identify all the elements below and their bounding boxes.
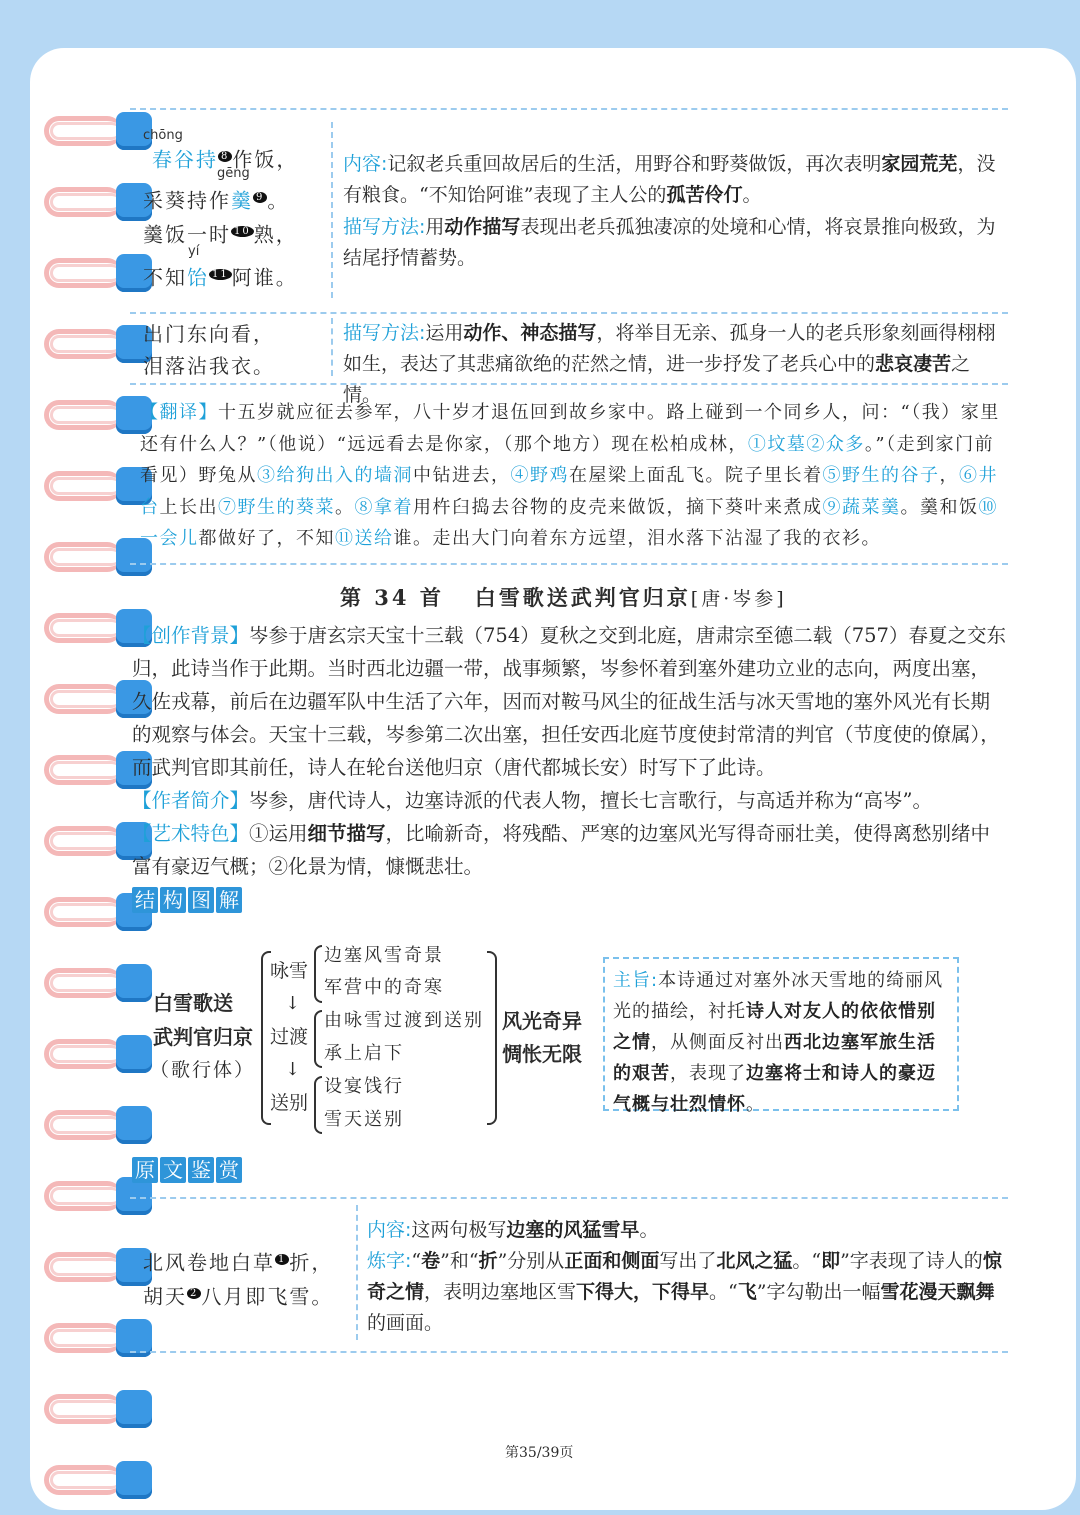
brace [487, 951, 497, 1125]
detail: 雪天送别 [324, 1109, 404, 1130]
word-refining-note: 炼字:“卷”和“折”分别从正面和侧面写出了北风之猛。“即”字表现了诗人的惊奇之情，表明边塞地区雪下得大，下得早。“飞”字勾勒出一幅雪花漫天飘舞的画面。 [367, 1250, 1002, 1334]
poem-line: 北风卷地白草 $^1$ 折， [143, 1250, 334, 1275]
divider [130, 563, 1008, 565]
poem-line: 羹饭一时 $^{10}$ 熟， [143, 222, 298, 247]
divider [130, 1351, 1008, 1353]
divider [130, 1197, 1008, 1199]
detail: 承上启下 [324, 1043, 404, 1064]
poem-line: 春谷持 $^8$ 作饭， [152, 147, 299, 172]
binding-ring [44, 463, 152, 507]
binding-ring [44, 392, 152, 436]
result-label: 惆怅无限 [502, 1042, 582, 1066]
content-note: 内容:这两句极写边塞的风猛雪早。 [367, 1219, 659, 1241]
binding-ring [44, 1031, 152, 1075]
structure-heading: 结 构 图 解 [132, 887, 244, 913]
binding-ring [44, 1386, 152, 1430]
creation-background: 【创作背景】岑参于唐玄宗天宝十三载（754）夏秋之交到北庭，唐肃宗至德二载（757）春夏之交东归，此诗当作于此期。当时西北边疆一带，战事频繁，岑参怀着到塞外建功立业的志向，两度出塞，久佐戎幕，前后在边疆军队中生活了六年，因而对鞍马风尘的征战生活与冰天雪地的塞外风光有长期的观察与体会。天宝十三载，岑参第二次出塞，担任安西北庭节度使封常清的判官（节度使的僚属），而武判官即其前任，诗人在轮台送他归京（唐代都城长安）时写下了此诗。 [132, 624, 1006, 779]
binding-ring [44, 1102, 152, 1146]
binding-ring [44, 1457, 152, 1501]
content-note: 内容:记叙老兵重回故居后的生活，用野谷和野葵做饭，再次表明家园荒芜，没有粮食。“不知饴阿谁”表现了主人公的孤苦伶仃。 [343, 153, 996, 206]
page-number: 第35/39页 [505, 1445, 574, 1461]
binding-ring [44, 179, 152, 223]
method-note: 描写方法:用动作描写表现出老兵孤独凄凉的处境和心情，将哀景推向极致，为结尾抒情蓄势。 [343, 216, 996, 269]
brace [314, 1076, 322, 1134]
author-intro: 【作者简介】岑参，唐代诗人，边塞诗派的代表人物，擅长七言歌行，与高适并称为“高岑”。 [132, 789, 932, 812]
appreciation-heading: 原 文 鉴 赏 [132, 1157, 244, 1183]
translation: 【翻译】十五岁就应征去参军，八十岁才退伍回到故乡家中。路上碰到一个同乡人，问：“（我）家里还有什么人？”（他说）“远远看去是你家，（那个地方）现在松柏成林，①坟墓②众多。”（走到家门前看见）野兔从③给狗出入的墙洞中钻进去，④野鸡在屋梁上面乱飞。院子里长着⑤野生的谷子，⑥井台上长出⑦野生的葵菜。⑧拿着用杵臼捣去谷物的皮壳来做饭，摘下葵叶来煮成⑨蔬菜羹。羹和饭⑩一会儿都做好了，不知⑪送给谁。走出大门向着东方远望，泪水落下沾湿了我的衣衫。 [140, 402, 1000, 549]
poem-title: 第 34 首 白雪歌送武判官归京[唐·岑参] [340, 585, 787, 610]
pinyin: yí [188, 244, 200, 259]
pinyin: gēng [217, 166, 250, 181]
flow-arrow: ↓ [285, 993, 301, 1014]
method-note: 描写方法:运用动作、神态描写，将举目无亲、孤身一人的老兵形象刻画得栩栩如生，表达了其悲痛欲绝的茫然之情，进一步抒发了老兵心中的悲哀凄苦之情。 [343, 322, 996, 406]
detail: 由咏雪过渡到送别 [324, 1010, 484, 1031]
poem-line: 不知饴 $^{11}$ 阿谁。 [143, 265, 298, 290]
binding-ring [44, 960, 152, 1004]
section-label: 过渡 [270, 1026, 309, 1048]
divider [130, 383, 1008, 385]
pinyin: chōng [143, 128, 183, 143]
detail: 设宴饯行 [324, 1076, 404, 1097]
binding-ring [44, 108, 152, 152]
theme-box: 主旨:本诗通过对塞外冰天雪地的绮丽风光的描绘，衬托诗人对友人的依依惜别之情，从侧面反衬出西北边塞军旅生活的艰苦，表现了边塞将士和诗人的豪迈气概与壮烈情怀。 [603, 957, 959, 1111]
flow-arrow: ↓ [285, 1059, 301, 1080]
poem-line: 泪落沾我衣。 [143, 354, 275, 378]
divider [130, 108, 1008, 110]
detail: 边塞风雪奇景 [324, 945, 444, 966]
root-label: 白雪歌送 [153, 991, 233, 1015]
poem-line: 采葵持作羹 $^9$ 。 [143, 188, 290, 213]
binding-ring [44, 250, 152, 294]
brace [314, 945, 322, 1003]
brace [314, 1010, 322, 1068]
divider [130, 312, 1008, 314]
divider [331, 122, 333, 298]
root-form: （歌行体） [150, 1059, 256, 1081]
section-label: 送别 [270, 1092, 309, 1114]
binding-ring [44, 534, 152, 578]
poem-line: 出门东向看， [143, 322, 275, 346]
divider [331, 318, 333, 376]
art-features: 【艺术特色】①运用细节描写，比喻新奇，将残酷、严寒的边塞风光写得奇丽壮美，使得离愁别绪中富有豪迈气概；②化景为情，慷慨悲壮。 [132, 822, 991, 878]
binding-ring [44, 321, 152, 365]
binding-ring [44, 1244, 152, 1288]
root-label: 武判官归京 [153, 1025, 253, 1049]
result-label: 风光奇异 [502, 1009, 582, 1033]
section-label: 咏雪 [270, 960, 309, 982]
detail: 军营中的奇寒 [324, 977, 444, 998]
poem-line: 胡天 $^2$ 八月即飞雪。 [143, 1284, 334, 1309]
divider [356, 1205, 358, 1340]
